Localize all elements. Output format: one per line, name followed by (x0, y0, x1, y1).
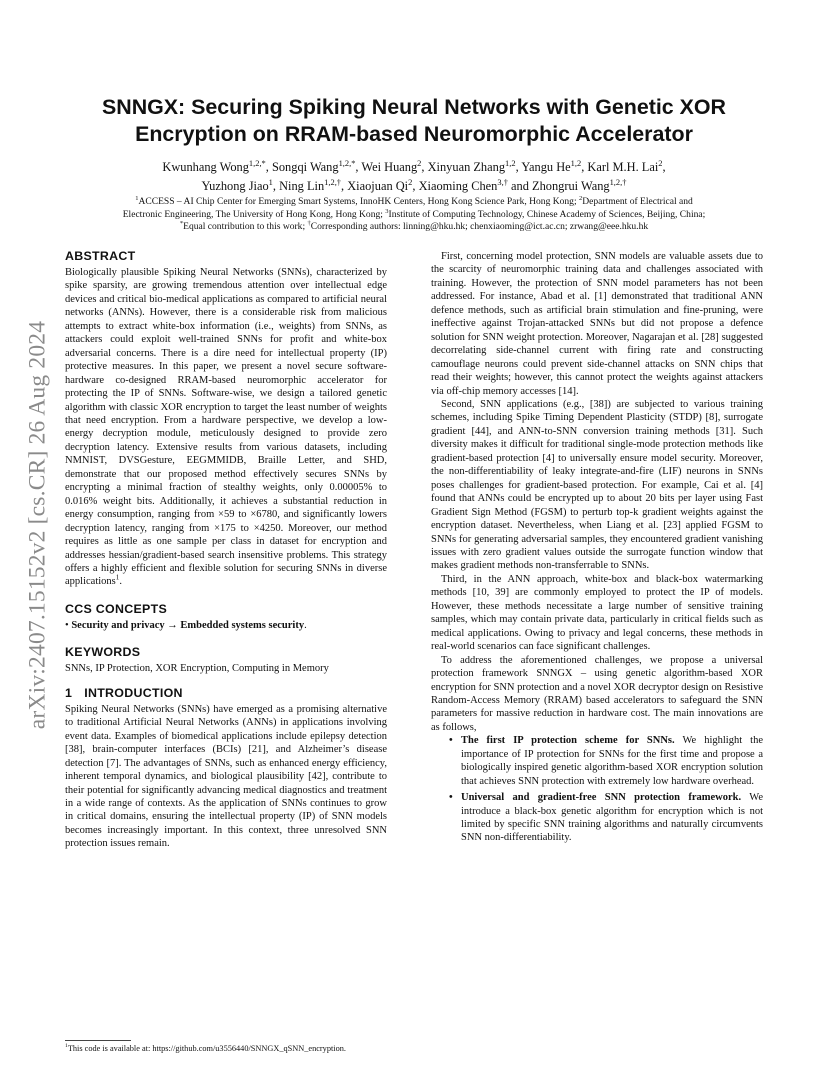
ccs-concepts (65, 619, 387, 632)
affiliation-line-2 (66, 209, 762, 222)
affiliation-line-3 (66, 221, 762, 234)
affil-text: Electronic Engineering, The University of Hong Kong, Hong Kong; (122, 208, 386, 220)
affil-sup: 1 (135, 194, 139, 202)
paper-title (66, 94, 762, 148)
innovation-list (431, 734, 763, 845)
innovation-text: We highlight the importance of IP protection for SNNs for the first time and propose a biologically inspired genetic algorithm-based XOR encryption solution that achieves SNN protection with extremely low hardware overhead. (461, 735, 763, 787)
author-name: Zhongrui Wang (532, 179, 610, 193)
bullet-mark: • (449, 735, 453, 747)
author-name: Xiaoming Chen (418, 179, 498, 193)
author-separator: , (272, 179, 280, 193)
author-affiliation-sup: 2 (408, 176, 413, 187)
abstract-text: Biologically plausible Spiking Neural Networks (SNNs), characterized by spike sparsity, are growing tremendous attention over intellectual edge devices and critical bio-medical applications as compared to artificial neural networks (ANNs). However, there is a considerable risk from malicious attempts to extract white-box information (i.e., weights) from SNNs, as attackers could exploit well-trained SNNs for profit and white-box adversarial concerns. There is a dire need for intellectual property (IP) protective measures. In this paper, we present a novel secure software-hardware co-designed RRAM-based neuromorphic accelerator for protecting the IP of SNNs. Software-wise, we design a tailored genetic algorithm with classic XOR encryption to target the least number of weights that need encryption. From a hardware perspective, we develop a low-energy decryption module, meticulously designed to provide zero decryption latency. Extensive results from various datasets, including NMNIST, DVSGesture, EEGMMIDB, Braille Letter, and SHD, demonstrate that our proposed method effectively secures SNNs by encrypting a minimal fraction of stealthy weights, only 0.00005% to 0.016% weight bits. Additionally, it achieves a substantial reduction in energy consumption, ranging from ×59 to ×6780, and significantly lowers decryption latency, ranging from ×175 to ×4250. Moreover, our method requires as little as one sample per class in dataset for encryption and addresses hessian/gradient-based search insensitive problems. This strategy offers a highly efficient and flexible solution for securing SNNs in diverse applications$^1$. (65, 267, 387, 588)
arxiv-identifier (18, 290, 58, 760)
author-line-1 (66, 158, 762, 177)
abstract-body: Biologically plausible Spiking Neural Networks (SNNs), characterized by spike sparsity, are growing tremendous attention over intellectual edge devices and critical bio-medical applications as compared to artificial neural networks (ANNs). However, there is a considerable risk from malicious attempts to extract white-box information (i.e., weights) from SNNs, as attackers could exploit well-trained SNNs for profit and white-box adversarial concerns. There is a dire need for intellectual property (IP) protective measures. In this paper, we present a novel secure software-hardware co-designed RRAM-based neuromorphic accelerator for protecting the IP of SNNs. Software-wise, we design a tailored genetic algorithm with classic XOR encryption to target the least number of weights that need encryption. From a hardware perspective, we develop a low-energy decryption module, meticulously designed to provide zero decryption latency. Extensive results from various datasets, including NMNIST, DVSGesture, EEGMMIDB, Braille Letter, and SHD, demonstrate that our proposed method effectively secures SNNs by encrypting a minimal fraction of stealthy weights, only 0.00005% to 0.016% weight bits. Additionally, it achieves a substantial reduction in energy consumption, ranging from ×59 to ×6780, and significantly lowers decryption latency, ranging from ×175 to ×4250. Moreover, our method requires as little as one sample per class in dataset for encryption and addresses hessian/gradient-based search insensitive problems. This strategy offers a highly efficient and flexible solution for securing SNNs in diverse applications (65, 267, 387, 588)
innovation-lead: The first IP protection scheme for SNNs. (461, 735, 675, 747)
footnote-sup: 1 (65, 1043, 68, 1050)
paragraph-watermarking: Third, in the ANN approach, white-box and black-box watermarking methods [10, 39] are commonly employed to protect the IP of models. However, these methods necessitate a large number of sensitive training samples, which may contain private data, particularly in critical fields such as medical applications. Owing to privacy and legal concerns, these methods in real-world scenarios can face significant challenges. (431, 573, 763, 653)
innovation-item (449, 791, 763, 845)
ccs-arrow: → (164, 619, 181, 631)
affil-text: Equal contribution to this work; (183, 221, 308, 233)
title-line-1: SNNGX: Securing Spiking Neural Networks with Genetic XOR (101, 95, 726, 119)
author-name: Yangu He (521, 160, 571, 174)
author-separator: , (581, 160, 588, 174)
ccs-item-embedded: Embedded systems security (180, 619, 305, 631)
paragraph-training-schemes: Second, SNN applications (e.g., [38]) are subjected to various training schemes, including Spike Timing Dependent Plasticity (STDP) [8], surrogate gradient [44], and ANN-to-SNN conversion training methods [31]. Such diversity makes it difficult for traditional single-mode protection methods like gradient-based protection [4] to universally ensure model security. Moreover, the non-differentiability of leaky integrate-and-fire (LIF) neurons in SNNs poses challenges for gradient-based protection. For example, Cai et al. [4] found that ANNs could be encrypted up to about 20 bits per layer using Fast Gradient Sign Method (FGSM) to perturb top-k gradient weights against the encryption dataset. Nevertheless, when Liang et al. [23] applied FGSM to SNNs for generating adversarial samples, they encountered gradient vanishing issues with zero gradient values outside the surrogate function window that makes gradient methods non-transferrable to SNNs. (431, 398, 763, 572)
author-name: Songqi Wang (271, 160, 339, 174)
author-separator: , (421, 160, 428, 174)
innovation-text: We introduce a black-box genetic algorithm for encryption which is not limited by specific SNN training algorithms and naturally circumvents SNN non-differentiability. (461, 792, 763, 844)
ccs-heading: CCS CONCEPTS (65, 601, 168, 616)
author-name: Karl M.H. Lai (587, 160, 659, 174)
footnote-marker: 1 (115, 573, 120, 582)
author-affiliation-sup: 1,2,* (248, 157, 266, 168)
keywords-heading: KEYWORDS (65, 645, 141, 660)
footnote-text: This code is available at: https://github.com/u3556440/SNNGX_qSNN_encryption. (67, 1044, 346, 1053)
title-line-2: Encryption on RRAM-based Neuromorphic Accelerator (135, 122, 693, 146)
author-affiliation-sup: 3,† (497, 176, 508, 187)
affil-text: Department of Electrical and (582, 196, 693, 207)
affiliation-line-1 (66, 196, 762, 209)
affil-sup: 2 (579, 194, 583, 202)
left-column (65, 248, 387, 851)
author-affiliation-sup: 1 (268, 176, 273, 187)
author-name: Ning Lin (279, 179, 325, 193)
author-separator: , (412, 179, 419, 193)
author-separator: , (355, 160, 362, 174)
author-name: Kwunhang Wong (162, 160, 249, 174)
author-affiliation-sup: 1,2 (505, 157, 516, 168)
author-separator: and (507, 179, 532, 193)
author-affiliation-sup: 1,2,† (609, 176, 627, 187)
innovation-item (449, 734, 763, 788)
footnote (65, 1043, 405, 1054)
author-line-2 (66, 177, 762, 196)
affil-sup: † (307, 220, 311, 228)
author-affiliation-sup: 1,2 (570, 157, 582, 168)
author-affiliation-sup: 2 (658, 157, 663, 168)
author-name: Yuzhong Jiao (201, 179, 269, 193)
paragraph-proposal: To address the aforementioned challenges, we propose a universal protection framework SNNGX – using genetic algorithm-based XOR encryption for SNN protection and a novel XOR decryptor design on Resistive Random-Access Memory (RRAM) based accelerators to safeguard the SNN parameters for massive reduction in hardware cost. The main innovations are as follows, (431, 654, 763, 733)
right-column (431, 250, 763, 848)
author-name: Wei Huang (361, 160, 418, 174)
paragraph-model-protection: First, concerning model protection, SNN models are valuable assets due to the scarcity of neuromorphic training data and challenges associated with training. However, the protection of SNN model parameters has not been addressed. For instance, Abad et al. [1] demonstrated that traditional ANN defence methods, such as artificial brain stimulation and fine-pruning, were ineffective against Trojan-attacked SNNs but did not propose a defence solution for SNN weight protection. Moreover, Nagarajan et al. [28] suggested decorrelating side-channel current with firing rate and constructing camouflage neurons could prevent side-channel attacks on SNN chips that read their weights; however, this cannot protect the weights against attackers via off-chip memory accesses [14]. (431, 251, 763, 397)
affil-text: Institute of Computing Technology, Chinese Academy of Sciences, Beijing, China; (388, 208, 706, 220)
author-list (66, 158, 762, 196)
author-separator: , (515, 160, 522, 174)
ccs-item-security: Security and privacy (71, 619, 165, 631)
abstract-heading: ABSTRACT (65, 249, 136, 263)
author-separator: , (341, 179, 348, 193)
author-name: Xinyuan Zhang (427, 160, 506, 174)
affil-sup: 3 (385, 207, 389, 215)
innovation-lead: Universal and gradient-free SNN protection framework. (461, 792, 742, 804)
author-name: Xiaojuan Qi (347, 179, 409, 193)
ccs-bullet: • (65, 619, 69, 631)
introduction-text: Spiking Neural Networks (SNNs) have emerged as a promising alternative to traditional Artificial Neural Networks (ANNs) in applications involving event data. Examples of biomedical applications include epilepsy detection [38], brain-computer interfaces (BCIs) [21], and Alzheimer’s disease detection [7]. The advantages of SNNs, such as enhanced energy efficiency, inherent temporal dynamics, and biological plausibility [42], contribute to their potential for significantly advancing medical diagnostics and treatment in a wide range of contexts. As the application of SNNs continues to grow in critical domains, ensuring the intellectual property (IP) of SNN models becomes increasingly important. In this context, three unresolved SNN protection issues remain. (65, 703, 387, 850)
section-title: INTRODUCTION (84, 685, 183, 700)
footnote-rule (65, 1040, 131, 1041)
introduction-heading (65, 685, 387, 701)
author-separator: , (265, 160, 272, 174)
author-affiliation-sup: 1,2,* (338, 157, 356, 168)
arxiv-id-text: arXiv:2407.15152v2 [cs.CR] 26 Aug 2024 (24, 320, 51, 730)
corresponding-authors: Corresponding authors: linning@hku.hk; chenxiaoming@ict.ac.cn; zrwang@eee.hku.hk (310, 221, 649, 233)
author-affiliation-sup: 2 (417, 157, 422, 168)
affil-text: ACCESS – AI Chip Center for Emerging Smart Systems, InnoHK Centers, Hong Kong Science Park, Hong Kong; (138, 196, 579, 207)
author-separator: , (662, 160, 666, 174)
author-affiliation-sup: 1,2,† (324, 176, 342, 187)
bullet-mark: • (449, 792, 453, 804)
keywords-text: SNNs, IP Protection, XOR Encryption, Computing in Memory (65, 663, 329, 675)
ccs-end: . (304, 619, 307, 631)
affiliations (66, 196, 762, 234)
affil-sup: * (179, 220, 184, 228)
section-number: 1 (65, 685, 73, 700)
